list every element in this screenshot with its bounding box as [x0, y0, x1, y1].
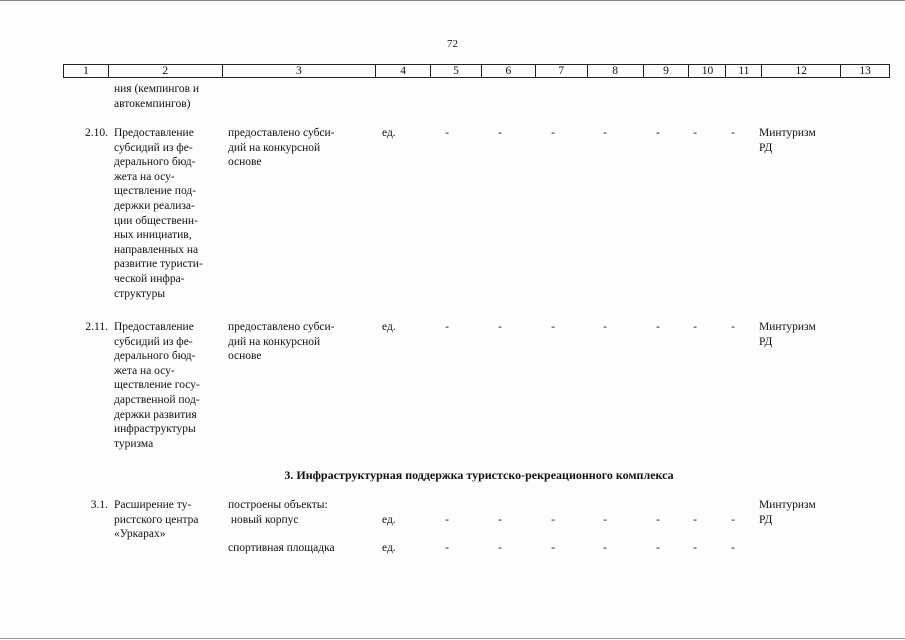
- scan-edge-top: [0, 0, 905, 1]
- table-header-row: [63, 64, 890, 78]
- value-col-10: -: [693, 514, 697, 526]
- header-col-3: 3: [223, 65, 377, 77]
- unit: ед.: [382, 542, 396, 554]
- value-col-10: -: [693, 321, 697, 333]
- responsible: Минтуризм РД: [759, 499, 816, 526]
- header-col-11: 11: [726, 65, 762, 77]
- value-col-5: -: [445, 542, 449, 554]
- value-col-5: -: [445, 127, 449, 139]
- measure-name: Предоставление субсидий из фе- дерального бюд- жета на осу- ществление под- держки реализа- ции общественн- ных инициатив, направленных на развитие туристи- ческой инфра- структуры: [114, 127, 203, 300]
- unit: ед.: [382, 127, 396, 139]
- value-col-11: -: [731, 127, 735, 139]
- indicator-name: предоставлено субси- дий на конкурсной основе: [228, 321, 335, 363]
- value-col-7: -: [551, 542, 555, 554]
- indicator-name: предоставлено субси- дий на конкурсной основе: [228, 127, 335, 169]
- value-col-11: -: [731, 542, 735, 554]
- value-col-7: -: [551, 321, 555, 333]
- header-col-9: 9: [644, 65, 690, 77]
- value-col-10: -: [693, 127, 697, 139]
- value-col-10: -: [693, 542, 697, 554]
- indicator-name: новый корпус: [228, 514, 299, 526]
- value-col-8: -: [603, 127, 607, 139]
- header-col-7: 7: [536, 65, 588, 77]
- value-col-5: -: [445, 514, 449, 526]
- header-col-5: 5: [431, 65, 482, 77]
- header-col-4: 4: [376, 65, 431, 77]
- value-col-8: -: [603, 321, 607, 333]
- unit: ед.: [382, 514, 396, 526]
- section-title: 3. Инфраструктурная поддержка туристско-рекреационного комплекса: [284, 468, 674, 482]
- responsible: Минтуризм РД: [759, 127, 816, 154]
- row-number: 2.11.: [85, 321, 108, 333]
- responsible: Минтуризм РД: [759, 321, 816, 348]
- value-col-7: -: [551, 514, 555, 526]
- value-col-11: -: [731, 514, 735, 526]
- scan-edge-bottom: [0, 638, 905, 639]
- unit: ед.: [382, 321, 396, 333]
- row-number: 3.1.: [90, 499, 108, 511]
- header-col-12: 12: [762, 65, 841, 77]
- continuation-name: ния (кемпингов и автокемпингов): [114, 83, 200, 110]
- indicator-name: спортивная площадка: [228, 542, 335, 554]
- value-col-7: -: [551, 127, 555, 139]
- value-col-11: -: [731, 321, 735, 333]
- value-col-5: -: [445, 321, 449, 333]
- header-col-8: 8: [588, 65, 644, 77]
- indicator-name: построены объекты:: [228, 499, 328, 511]
- value-col-6: -: [498, 127, 502, 139]
- value-col-9: -: [656, 542, 660, 554]
- value-col-6: -: [498, 321, 502, 333]
- header-col-10: 10: [689, 65, 726, 77]
- page-number: 72: [447, 38, 458, 50]
- value-col-9: -: [656, 127, 660, 139]
- value-col-9: -: [656, 321, 660, 333]
- value-col-6: -: [498, 542, 502, 554]
- measure-name: Предоставление субсидий из фе- дерального бюд- жета на осу- ществление госу- дарственной под- держки развития инфраструктуры туризма: [114, 321, 200, 450]
- value-col-9: -: [656, 514, 660, 526]
- header-col-6: 6: [482, 65, 536, 77]
- header-col-1: 1: [64, 65, 109, 77]
- row-number: 2.10.: [85, 127, 108, 139]
- value-col-8: -: [603, 542, 607, 554]
- value-col-6: -: [498, 514, 502, 526]
- value-col-8: -: [603, 514, 607, 526]
- header-col-2: 2: [109, 65, 223, 77]
- measure-name: Расширение ту- ристского центра «Уркарах»: [114, 499, 199, 541]
- header-col-13: 13: [859, 65, 871, 77]
